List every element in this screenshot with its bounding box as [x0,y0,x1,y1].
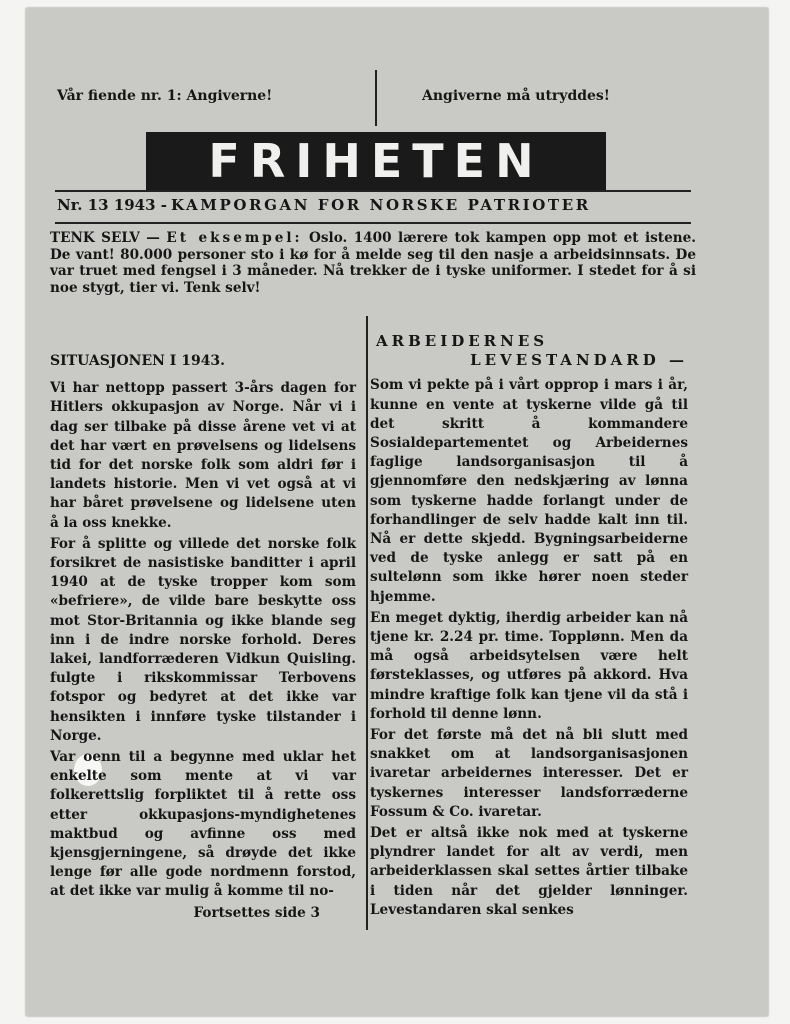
tenk-selv-spaced: Et eksempel: [166,230,303,246]
left-article-paragraph: Var oenn til a begynne med uklar het enkelte som mente at vi var folkerettslig forpliktet til å rette oss etter okkupasjons-myndighetenes maktbud og avfinne oss med kjensgjerningene, så drøyde det ikke lenge før alle gode nordmenn forstod, at det ikke var mulig å komme til no- [50,749,356,900]
issue-number: Nr. 13 1943 - [57,196,167,214]
top-left-slogan: Vår fiende nr. 1: Angiverne! [57,88,273,104]
right-article-paragraph: Det er altså ikke nok med at tyskerne plyndrer landet for alt av verdi, men arbeiderklassen skal settes årtier tilbake i tiden når det gjelder lønninger. Levestandaren skal senkes [370,825,688,918]
right-article-title-line2: LEVESTANDARD — [470,351,688,370]
top-divider [375,70,377,126]
top-right-slogan: Angiverne må utryddes! [422,88,610,104]
tenk-selv-box [50,230,696,296]
right-article-paragraph: En meget dyktig, iherdig arbeider kan nå tjene kr. 2.24 pr. time. Topplønn. Men da må også arbeidsytelsen være helt førsteklasses, og utføres på akkord. Hva mindre kraftige folk kan tjene vil da stå i forhold til denne lønn. [370,609,688,722]
left-article [50,352,356,923]
issue-line [57,196,697,214]
column-divider [366,316,368,930]
rule-bottom [55,222,691,224]
right-article-paragraph: For det første må det nå bli slutt med snakket om at landsorganisasjonen ivaretar arbeidernes interesser. Det er tyskernes interesser landsforræderne Fossum & Co. ivaretar. [370,727,688,820]
left-article-paragraph: For å splitte og villede det norske folk forsikret de nasistiske banditter i april 1940 at de tyske tropper kom som «befriere», de vilde bare beskytte oss mot Stor-Britannia og ikke blande seg inn i de indre norske forhold. Deres lakei, landforræderen Vidkun Quisling. fulgte i rikskommissar Terbovens fotspor og bedyret at det ikke var hensikten i innføre tyske tilstander i Norge. [50,535,356,744]
right-article [370,332,688,922]
right-article-paragraph: Som vi pekte på i vårt opprop i mars i år, kunne en vente at tyskerne vilde gå til det skritt å kommandere Sosialdepartementet og Arbeidernes faglige landsorganisasjon til å gjennomføre den nedskjæring av lønna som tyskerne hadde forlangt under de forhandlinger de selv hadde kalt inn til. Nå er dette skjedd. Bygningsarbeiderne ved de tyske anlegg er satt på en sultelønn som ikke hører noen steder hjemme. [370,377,688,605]
left-article-title: SITUASJONEN I 1943. [50,353,226,369]
issue-tagline: KAMPORGAN FOR NORSKE PATRIOTER [170,196,591,214]
continued-note: Fortsettes side 3 [193,904,320,921]
left-article-paragraph: Vi har nettopp passert 3-års dagen for Hitlers okkupasjon av Norge. Når vi i dag ser tilbake på disse årene vet vi at det har vært en prøvelsens og lidelsens tid for det norske folk som aldri før i landets historie. Men vi vet også at vi har båret prøvelsene og lidelsene uten å la oss knekke. [50,380,356,531]
right-article-title-line1: ARBEIDERNES [376,332,549,350]
tenk-selv-heading: TENK SELV — [50,230,160,246]
rule-top [55,190,691,192]
masthead: FRIHETEN [146,132,606,190]
tenk-selv-body: Oslo. 1400 lærere tok kampen opp mot et istene. De vant! 80.000 personer sto i kø for å melde seg til den nasje a arbeidsinnsats. De var truet med fengsel i 3 måneder. Nå trekker de i tyske uniformer. I stedet for å si noe stygt, tier vi. Tenk selv! [50,230,696,296]
